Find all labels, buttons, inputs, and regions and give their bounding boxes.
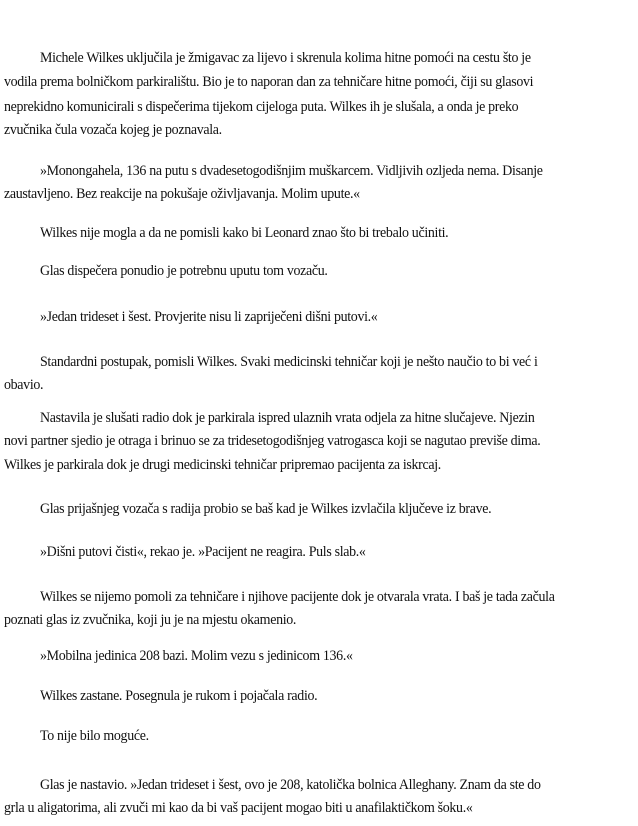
text-line: zvučnika čula vozača kojeg je poznavala. (4, 122, 222, 138)
text-line: grla u aligatorima, ali zvuči mi kao da bi vaš pacijent mogao biti u anafilaktičkom šoku.« (4, 800, 473, 816)
text-line: Glas prijašnjeg vozača s radija probio se baš kad je Wilkes izvlačila ključeve iz brave. (40, 501, 492, 517)
text-line: Wilkes zastane. Posegnula je rukom i pojačala radio. (40, 688, 318, 704)
text-line: To nije bilo moguće. (40, 728, 149, 744)
text-line: Glas je nastavio. »Jedan trideset i šest, ovo je 208, katolička bolnica Alleghany. Znam da ste do (40, 777, 541, 793)
text-line: Wilkes nije mogla a da ne pomisli kako bi Leonard znao što bi trebalo učiniti. (40, 225, 449, 241)
text-line: Nastavila je slušati radio dok je parkirala ispred ulaznih vrata odjela za hitne slučajeve. Njezin (40, 410, 535, 426)
text-line: »Jedan trideset i šest. Provjerite nisu li zapriječeni dišni putovi.« (40, 309, 378, 325)
text-line: poznati glas iz zvučnika, koji ju je na mjestu okamenio. (4, 612, 297, 628)
text-line: »Mobilna jedinica 208 bazi. Molim vezu s jedinicom 136.« (40, 648, 353, 664)
text-line: novi partner sjedio je otraga i brinuo se za tridesetogodišnjeg vatrogasca koji se nagutao previše dima. (4, 433, 541, 449)
text-line: »Dišni putovi čisti«, rekao je. »Pacijent ne reagira. Puls slab.« (40, 544, 366, 560)
text-line: vodila prema bolničkom parkiralištu. Bio je to naporan dan za tehničare hitne pomoći, čiji su glasovi (4, 74, 534, 90)
text-line: Michele Wilkes uključila je žmigavac za lijevo i skrenula kolima hitne pomoći na cestu što je (40, 50, 531, 66)
text-line: Standardni postupak, pomisli Wilkes. Svaki medicinski tehničar koji je nešto naučio to bi već i (40, 354, 538, 370)
text-line: Glas dispečera ponudio je potrebnu uputu tom vozaču. (40, 263, 328, 279)
text-line: »Monongahela, 136 na putu s dvadesetogodišnjim muškarcem. Vidljivih ozljeda nema. Disanje (40, 163, 543, 179)
text-line: Wilkes se nijemo pomoli za tehničare i njihove pacijente dok je otvarala vrata. I baš je tada začula (40, 589, 555, 605)
text-line: obavio. (4, 377, 44, 393)
text-line: neprekidno komunicirali s dispečerima tijekom cijeloga puta. Wilkes ih je slušala, a onda je preko (4, 99, 519, 115)
text-line: Wilkes je parkirala dok je drugi medicinski tehničar pripremao pacijenta za iskrcaj. (4, 457, 441, 473)
text-line: zaustavljeno. Bez reakcije na pokušaje oživljavanja. Molim upute.« (4, 186, 360, 202)
